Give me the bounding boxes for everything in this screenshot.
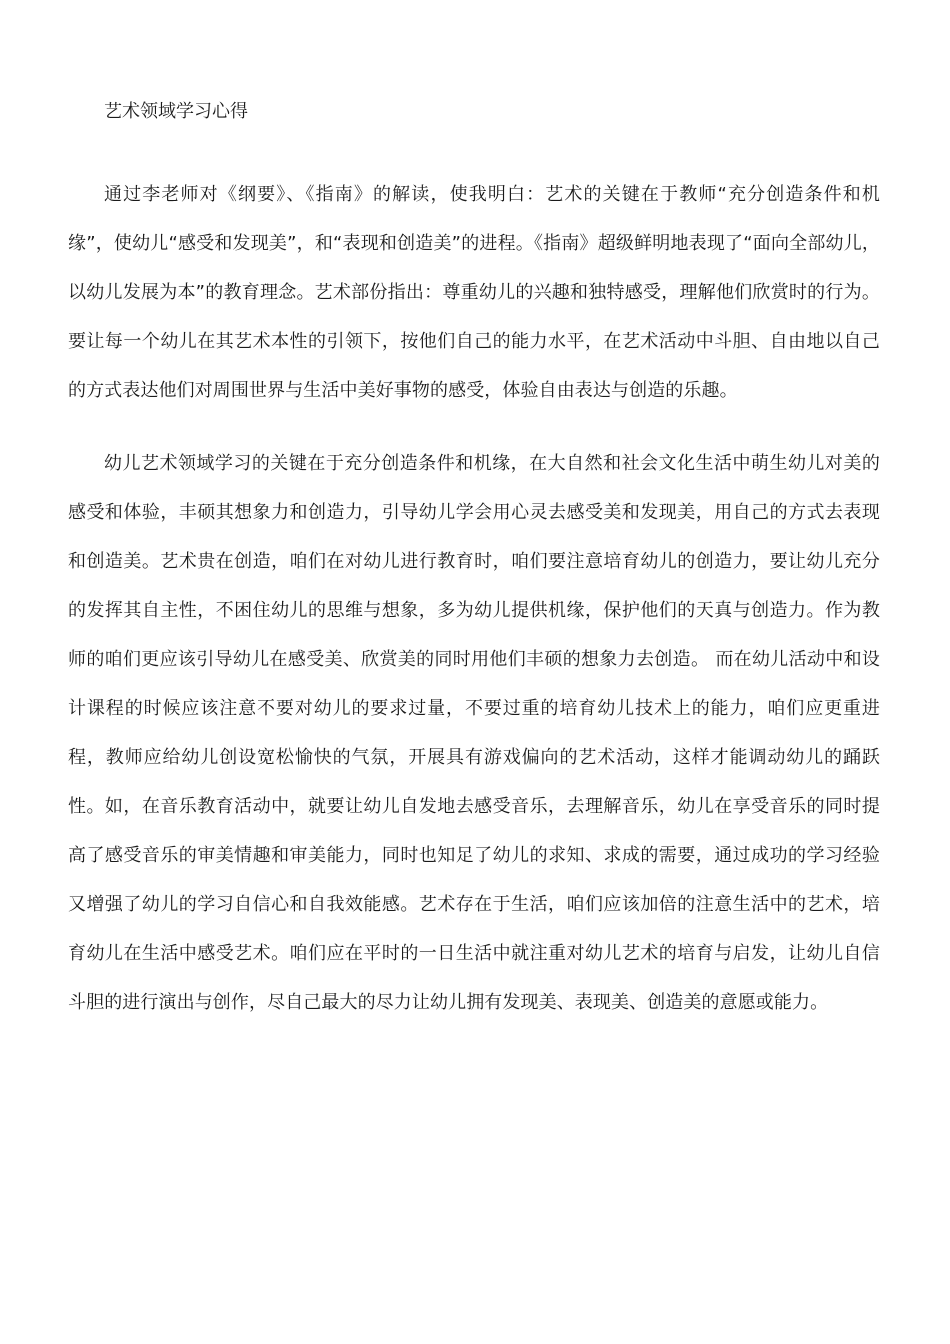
document-page	[68, 100, 880, 1051]
document-title: 艺术领域学习心得	[104, 101, 248, 122]
paragraph-1: 通过李老师对《纲要》、《指南》的解读，使我明白：艺术的关键在于教师“充分创造条件和机缘”，使幼儿“感受和发现美”，和“表现和创造美”的进程。《指南》超级鲜明地表现了“面向全部幼儿，以幼儿发展为本”的教育理念。艺术部份指出：尊重幼儿的兴趣和独特感受，理解他们欣赏时的行为。要让每一个幼儿在其艺术本性的引领下，按他们自己的能力水平，在艺术活动中斗胆、自由地以自己的方式表达他们对周围世界与生活中美好事物的感受，体验自由表达与创造的乐趣。	[68, 184, 880, 401]
paragraph-2: 幼儿艺术领域学习的关键在于充分创造条件和机缘，在大自然和社会文化生活中萌生幼儿对美的感受和体验，丰硕其想象力和创造力，引导幼儿学会用心灵去感受美和发现美，用自己的方式去表现和创造美。艺术贵在创造，咱们在对幼儿进行教育时，咱们要注意培育幼儿的创造力，要让幼儿充分的发挥其自主性，不困住幼儿的思维与想象，多为幼儿提供机缘，保护他们的天真与创造力。作为教师的咱们更应该引导幼儿在感受美、欣赏美的同时用他们丰硕的想象力去创造。 而在幼儿活动中和设计课程的时候应该注意不要对幼儿的要求过量，不要过重的培育幼儿技术上的能力，咱们应更重进程，教师应给幼儿创设宽松愉快的气氛，开展具有游戏偏向的艺术活动，这样才能调动幼儿的踊跃性。如，在音乐教育活动中，就要让幼儿自发地去感受音乐，去理解音乐，幼儿在享受音乐的同时提高了感受音乐的审美情趣和审美能力，同时也知足了幼儿的求知、求成的需要，通过成功的学习经验又增强了幼儿的学习自信心和自我效能感。艺术存在于生活，咱们应该加倍的注意生活中的艺术，培育幼儿在生活中感受艺术。咱们应在平时的一日生活中就注重对幼儿艺术的培育与启发，让幼儿自信斗胆的进行演出与创作，尽自己最大的尽力让幼儿拥有发现美、表现美、创造美的意愿或能力。	[68, 453, 880, 1013]
